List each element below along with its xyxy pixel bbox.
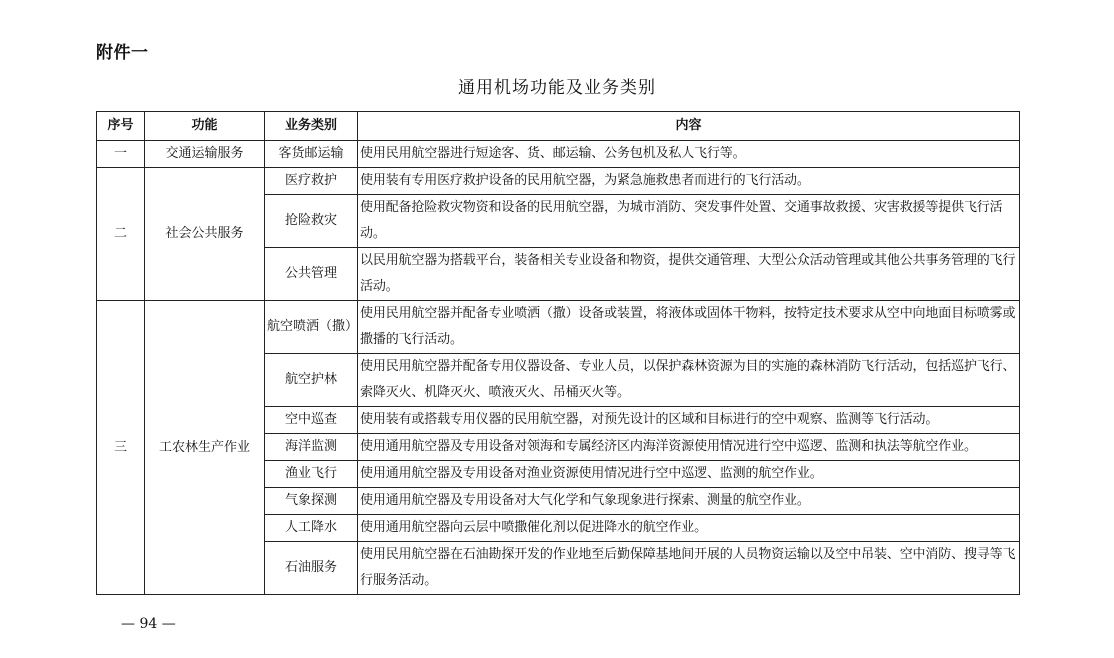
row-content: 以民用航空器为搭载平台，装备相关专业设备和物资，提供交通管理、大型公众活动管理或其他公共事务管理的飞行活动。 — [358, 248, 1020, 301]
row-content: 使用民用航空器并配备专业喷洒（撒）设备或装置，将液体或固体干物料，按特定技术要求从空中向地面目标喷雾或撒播的飞行活动。 — [358, 301, 1020, 354]
row-content: 使用装有专用医疗救护设备的民用航空器，为紧急施救患者而进行的飞行活动。 — [358, 168, 1020, 195]
table-row — [97, 141, 1020, 168]
row-category: 客货邮运输 — [265, 141, 358, 168]
row-category: 航空喷洒（撒） — [265, 301, 358, 354]
group-index: 一 — [97, 141, 145, 168]
row-category: 航空护林 — [265, 354, 358, 407]
row-category: 抢险救灾 — [265, 195, 358, 248]
header-category: 业务类别 — [265, 112, 358, 141]
header-function: 功能 — [145, 112, 265, 141]
group-function: 社会公共服务 — [145, 168, 265, 301]
header-index: 序号 — [97, 112, 145, 141]
row-content: 使用通用航空器向云层中喷撒催化剂以促进降水的航空作业。 — [358, 515, 1020, 542]
row-category: 医疗救护 — [265, 168, 358, 195]
group-function: 交通运输服务 — [145, 141, 265, 168]
header-content: 内容 — [358, 112, 1020, 141]
row-category: 人工降水 — [265, 515, 358, 542]
row-content: 使用配备抢险救灾物资和设备的民用航空器，为城市消防、突发事件处置、交通事故救援、灾害救援等提供飞行活动。 — [358, 195, 1020, 248]
table-header-row — [97, 112, 1020, 141]
business-category-table — [96, 111, 1020, 595]
group-function: 工农林生产作业 — [145, 301, 265, 595]
row-content: 使用民用航空器并配备专用仪器设备、专业人员，以保护森林资源为目的实施的森林消防飞行活动，包括巡护飞行、索降灭火、机降灭火、喷液灭火、吊桶灭火等。 — [358, 354, 1020, 407]
table-row — [97, 168, 1020, 195]
attachment-label: 附件一 — [96, 43, 149, 63]
row-content: 使用装有或搭载专用仪器的民用航空器，对预先设计的区域和目标进行的空中观察、监测等飞行活动。 — [358, 407, 1020, 434]
row-content: 使用通用航空器及专用设备对渔业资源使用情况进行空中巡逻、监测的航空作业。 — [358, 461, 1020, 488]
row-category: 海洋监测 — [265, 434, 358, 461]
row-content: 使用通用航空器及专用设备对大气化学和气象现象进行探索、测量的航空作业。 — [358, 488, 1020, 515]
row-category: 石油服务 — [265, 542, 358, 595]
row-content: 使用民用航空器在石油勘探开发的作业地至后勤保障基地间开展的人员物资运输以及空中吊装、空中消防、搜寻等飞行服务活动。 — [358, 542, 1020, 595]
row-content: 使用民用航空器进行短途客、货、邮运输、公务包机及私人飞行等。 — [358, 141, 1020, 168]
document-title: 通用机场功能及业务类别 — [458, 78, 656, 98]
row-content: 使用通用航空器及专用设备对领海和专属经济区内海洋资源使用情况进行空中巡逻、监测和执法等航空作业。 — [358, 434, 1020, 461]
row-category: 气象探测 — [265, 488, 358, 515]
row-category: 公共管理 — [265, 248, 358, 301]
group-index: 二 — [97, 168, 145, 301]
group-index: 三 — [97, 301, 145, 595]
page-number: — 94 — — [121, 616, 176, 632]
table-row — [97, 301, 1020, 354]
row-category: 渔业飞行 — [265, 461, 358, 488]
row-category: 空中巡查 — [265, 407, 358, 434]
